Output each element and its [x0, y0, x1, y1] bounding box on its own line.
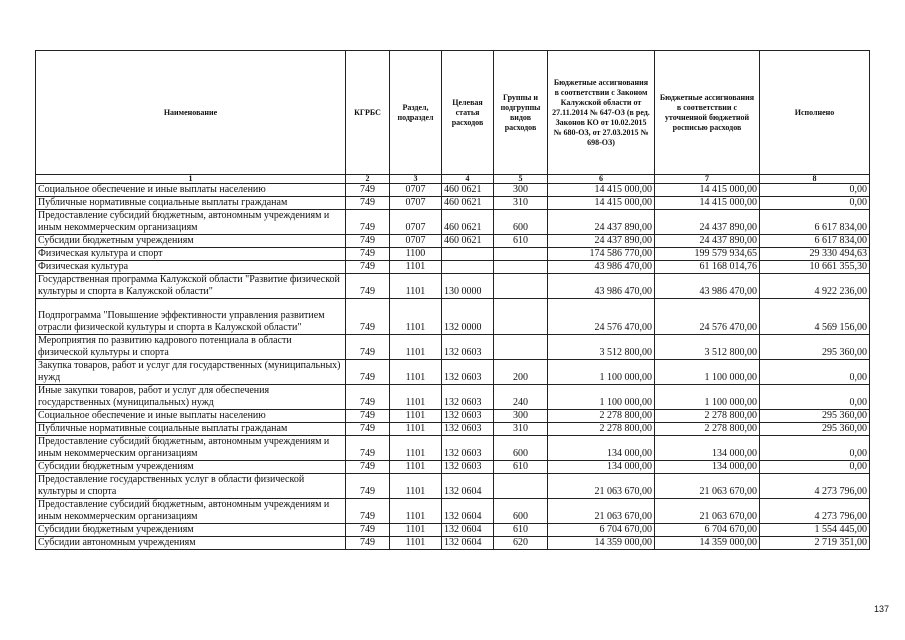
table-row: [36, 423, 870, 436]
row-target-article: 132 0000: [442, 299, 494, 335]
row-section: 1101: [390, 335, 442, 360]
table-row: [36, 248, 870, 261]
column-number: 2: [346, 175, 390, 184]
row-refined-allocation: 61 168 014,76: [655, 261, 760, 274]
row-expense-group: 240: [494, 385, 548, 410]
row-refined-allocation: 24 437 890,00: [655, 235, 760, 248]
row-name: Мероприятия по развитию кадрового потенциала в области физической культуры и спорта: [36, 335, 346, 360]
table-row: [36, 524, 870, 537]
row-kgrbs: 749: [346, 184, 390, 197]
row-refined-allocation: 2 278 800,00: [655, 410, 760, 423]
table-row: [36, 197, 870, 210]
row-refined-allocation: 199 579 934,65: [655, 248, 760, 261]
row-kgrbs: 749: [346, 461, 390, 474]
row-law-allocation: 43 986 470,00: [548, 274, 655, 299]
row-refined-allocation: 14 415 000,00: [655, 197, 760, 210]
row-target-article: 460 0621: [442, 210, 494, 235]
row-target-article: 132 0604: [442, 499, 494, 524]
row-law-allocation: 2 278 800,00: [548, 423, 655, 436]
row-section: 1101: [390, 436, 442, 461]
column-number: 7: [655, 175, 760, 184]
row-kgrbs: 749: [346, 197, 390, 210]
row-kgrbs: 749: [346, 474, 390, 499]
row-section: 1100: [390, 248, 442, 261]
row-section: 1101: [390, 474, 442, 499]
row-law-allocation: 14 359 000,00: [548, 537, 655, 550]
row-name: Публичные нормативные социальные выплаты гражданам: [36, 423, 346, 436]
row-executed: 6 617 834,00: [760, 210, 870, 235]
row-name: Субсидии бюджетным учреждениям: [36, 524, 346, 537]
row-executed: 2 719 351,00: [760, 537, 870, 550]
row-target-article: 132 0603: [442, 410, 494, 423]
row-section: 1101: [390, 537, 442, 550]
row-kgrbs: 749: [346, 335, 390, 360]
row-name: Подпрограмма "Повышение эффективности управления развитием отрасли физической культуры и спорта в Калужской области": [36, 299, 346, 335]
row-refined-allocation: 2 278 800,00: [655, 423, 760, 436]
row-refined-allocation: 14 415 000,00: [655, 184, 760, 197]
row-target-article: 132 0603: [442, 436, 494, 461]
row-refined-allocation: 6 704 670,00: [655, 524, 760, 537]
table-row: [36, 537, 870, 550]
row-law-allocation: 2 278 800,00: [548, 410, 655, 423]
header-section: Раздел, подраздел: [390, 51, 442, 175]
row-executed: 295 360,00: [760, 410, 870, 423]
table-body: [36, 175, 870, 550]
row-target-article: 460 0621: [442, 235, 494, 248]
table-row: [36, 299, 870, 335]
row-expense-group: [494, 335, 548, 360]
row-executed: 0,00: [760, 461, 870, 474]
row-name: Субсидии бюджетным учреждениям: [36, 461, 346, 474]
row-kgrbs: 749: [346, 423, 390, 436]
row-section: 1101: [390, 524, 442, 537]
row-law-allocation: 21 063 670,00: [548, 474, 655, 499]
column-number: 8: [760, 175, 870, 184]
row-executed: 4 273 796,00: [760, 499, 870, 524]
row-kgrbs: 749: [346, 410, 390, 423]
table-row: [36, 274, 870, 299]
row-section: 1101: [390, 499, 442, 524]
row-expense-group: 600: [494, 499, 548, 524]
row-section: 1101: [390, 360, 442, 385]
table-row: [36, 385, 870, 410]
row-law-allocation: 6 704 670,00: [548, 524, 655, 537]
row-executed: 4 922 236,00: [760, 274, 870, 299]
budget-table: [35, 50, 870, 550]
row-name: Физическая культура: [36, 261, 346, 274]
row-name: Предоставление государственных услуг в области физической культуры и спорта: [36, 474, 346, 499]
row-kgrbs: 749: [346, 261, 390, 274]
row-executed: 1 554 445,00: [760, 524, 870, 537]
row-section: 0707: [390, 184, 442, 197]
table-row: [36, 410, 870, 423]
row-law-allocation: 24 437 890,00: [548, 235, 655, 248]
row-target-article: [442, 261, 494, 274]
row-executed: 4 273 796,00: [760, 474, 870, 499]
row-name: Предоставление субсидий бюджетным, автономным учреждениям и иным некоммерческим организациям: [36, 499, 346, 524]
row-name: Субсидии бюджетным учреждениям: [36, 235, 346, 248]
row-refined-allocation: 134 000,00: [655, 461, 760, 474]
row-section: 1101: [390, 461, 442, 474]
row-kgrbs: 749: [346, 248, 390, 261]
row-law-allocation: 174 586 770,00: [548, 248, 655, 261]
row-target-article: 132 0604: [442, 474, 494, 499]
row-expense-group: [494, 248, 548, 261]
row-executed: 29 330 494,63: [760, 248, 870, 261]
header-row: [36, 51, 870, 175]
row-section: 0707: [390, 197, 442, 210]
row-executed: 295 360,00: [760, 335, 870, 360]
row-executed: 0,00: [760, 360, 870, 385]
row-refined-allocation: 14 359 000,00: [655, 537, 760, 550]
row-expense-group: 300: [494, 410, 548, 423]
row-refined-allocation: 24 576 470,00: [655, 299, 760, 335]
row-expense-group: 610: [494, 524, 548, 537]
row-target-article: 132 0603: [442, 335, 494, 360]
budget-table-container: [35, 50, 869, 550]
column-number: 1: [36, 175, 346, 184]
table-row: [36, 461, 870, 474]
row-section: 1101: [390, 274, 442, 299]
table-row: [36, 436, 870, 461]
table-row: [36, 235, 870, 248]
row-law-allocation: 21 063 670,00: [548, 499, 655, 524]
row-executed: 4 569 156,00: [760, 299, 870, 335]
table-row: [36, 210, 870, 235]
row-expense-group: [494, 299, 548, 335]
row-kgrbs: 749: [346, 385, 390, 410]
header-kgrbs: КГРБС: [346, 51, 390, 175]
column-number: 4: [442, 175, 494, 184]
row-target-article: 132 0604: [442, 537, 494, 550]
row-section: 1101: [390, 261, 442, 274]
header-executed: Исполнено: [760, 51, 870, 175]
row-target-article: 132 0603: [442, 423, 494, 436]
row-kgrbs: 749: [346, 436, 390, 461]
row-kgrbs: 749: [346, 524, 390, 537]
row-section: 1101: [390, 423, 442, 436]
row-kgrbs: 749: [346, 274, 390, 299]
row-section: 1101: [390, 385, 442, 410]
row-expense-group: 200: [494, 360, 548, 385]
column-number: 6: [548, 175, 655, 184]
row-refined-allocation: 1 100 000,00: [655, 385, 760, 410]
row-law-allocation: 1 100 000,00: [548, 385, 655, 410]
row-executed: 0,00: [760, 197, 870, 210]
row-target-article: 132 0603: [442, 385, 494, 410]
row-refined-allocation: 43 986 470,00: [655, 274, 760, 299]
row-law-allocation: 43 986 470,00: [548, 261, 655, 274]
row-kgrbs: 749: [346, 235, 390, 248]
row-law-allocation: 134 000,00: [548, 436, 655, 461]
row-law-allocation: 3 512 800,00: [548, 335, 655, 360]
table-row: [36, 360, 870, 385]
row-refined-allocation: 1 100 000,00: [655, 360, 760, 385]
row-refined-allocation: 24 437 890,00: [655, 210, 760, 235]
row-kgrbs: 749: [346, 210, 390, 235]
header-expense-groups: Группы и подгруппы видов расходов: [494, 51, 548, 175]
row-law-allocation: 1 100 000,00: [548, 360, 655, 385]
row-executed: 6 617 834,00: [760, 235, 870, 248]
row-target-article: [442, 248, 494, 261]
row-name: Закупка товаров, работ и услуг для государственных (муниципальных) нужд: [36, 360, 346, 385]
row-name: Государственная программа Калужской области "Развитие физической культуры и спорта в Калужской области": [36, 274, 346, 299]
row-name: Предоставление субсидий бюджетным, автономным учреждениям и иным некоммерческим организациям: [36, 210, 346, 235]
row-expense-group: [494, 474, 548, 499]
row-executed: 0,00: [760, 436, 870, 461]
row-executed: 0,00: [760, 184, 870, 197]
row-law-allocation: 14 415 000,00: [548, 184, 655, 197]
row-name: Публичные нормативные социальные выплаты гражданам: [36, 197, 346, 210]
row-kgrbs: 749: [346, 499, 390, 524]
table-row: [36, 474, 870, 499]
row-expense-group: 620: [494, 537, 548, 550]
row-expense-group: 300: [494, 184, 548, 197]
row-law-allocation: 134 000,00: [548, 461, 655, 474]
header-refined-allocations: Бюджетные ассигнования в соответствии с уточненной бюджетной росписью расходов: [655, 51, 760, 175]
row-name: Социальное обеспечение и иные выплаты населению: [36, 410, 346, 423]
row-executed: 10 661 355,30: [760, 261, 870, 274]
row-target-article: 132 0603: [442, 360, 494, 385]
row-kgrbs: 749: [346, 360, 390, 385]
row-target-article: 132 0604: [442, 524, 494, 537]
row-target-article: 460 0621: [442, 197, 494, 210]
row-name: Социальное обеспечение и иные выплаты населению: [36, 184, 346, 197]
row-name: Субсидии автономным учреждениям: [36, 537, 346, 550]
table-row: [36, 184, 870, 197]
row-kgrbs: 749: [346, 537, 390, 550]
row-refined-allocation: 134 000,00: [655, 436, 760, 461]
row-expense-group: [494, 274, 548, 299]
header-target-article: Целевая статья расходов: [442, 51, 494, 175]
header-law-allocations: Бюджетные ассигнования в соответствии с Законом Калужской области от 27.11.2014 № 647-ОЗ (в ред. Законов КО от 10.02.2015 № 680-ОЗ, от 27.03.2015 № 698-ОЗ): [548, 51, 655, 175]
row-target-article: 130 0000: [442, 274, 494, 299]
row-section: 0707: [390, 210, 442, 235]
row-expense-group: 310: [494, 197, 548, 210]
row-name: Иные закупки товаров, работ и услуг для обеспечения государственных (муниципальных) нужд: [36, 385, 346, 410]
row-refined-allocation: 3 512 800,00: [655, 335, 760, 360]
row-expense-group: 610: [494, 235, 548, 248]
row-name: Физическая культура и спорт: [36, 248, 346, 261]
column-number: 3: [390, 175, 442, 184]
row-expense-group: 310: [494, 423, 548, 436]
row-target-article: 460 0621: [442, 184, 494, 197]
row-expense-group: [494, 261, 548, 274]
row-law-allocation: 14 415 000,00: [548, 197, 655, 210]
row-name: Предоставление субсидий бюджетным, автономным учреждениям и иным некоммерческим организациям: [36, 436, 346, 461]
row-target-article: 132 0603: [442, 461, 494, 474]
table-row: [36, 261, 870, 274]
row-expense-group: 610: [494, 461, 548, 474]
row-expense-group: 600: [494, 436, 548, 461]
row-law-allocation: 24 437 890,00: [548, 210, 655, 235]
column-number-row: [36, 175, 870, 184]
row-section: 1101: [390, 299, 442, 335]
row-section: 0707: [390, 235, 442, 248]
row-section: 1101: [390, 410, 442, 423]
row-refined-allocation: 21 063 670,00: [655, 499, 760, 524]
row-executed: 295 360,00: [760, 423, 870, 436]
row-law-allocation: 24 576 470,00: [548, 299, 655, 335]
column-number: 5: [494, 175, 548, 184]
row-refined-allocation: 21 063 670,00: [655, 474, 760, 499]
table-header: [36, 51, 870, 175]
page-number: 137: [874, 604, 890, 614]
row-expense-group: 600: [494, 210, 548, 235]
row-kgrbs: 749: [346, 299, 390, 335]
table-row: [36, 335, 870, 360]
row-executed: 0,00: [760, 385, 870, 410]
header-name: Наименование: [36, 51, 346, 175]
table-row: [36, 499, 870, 524]
